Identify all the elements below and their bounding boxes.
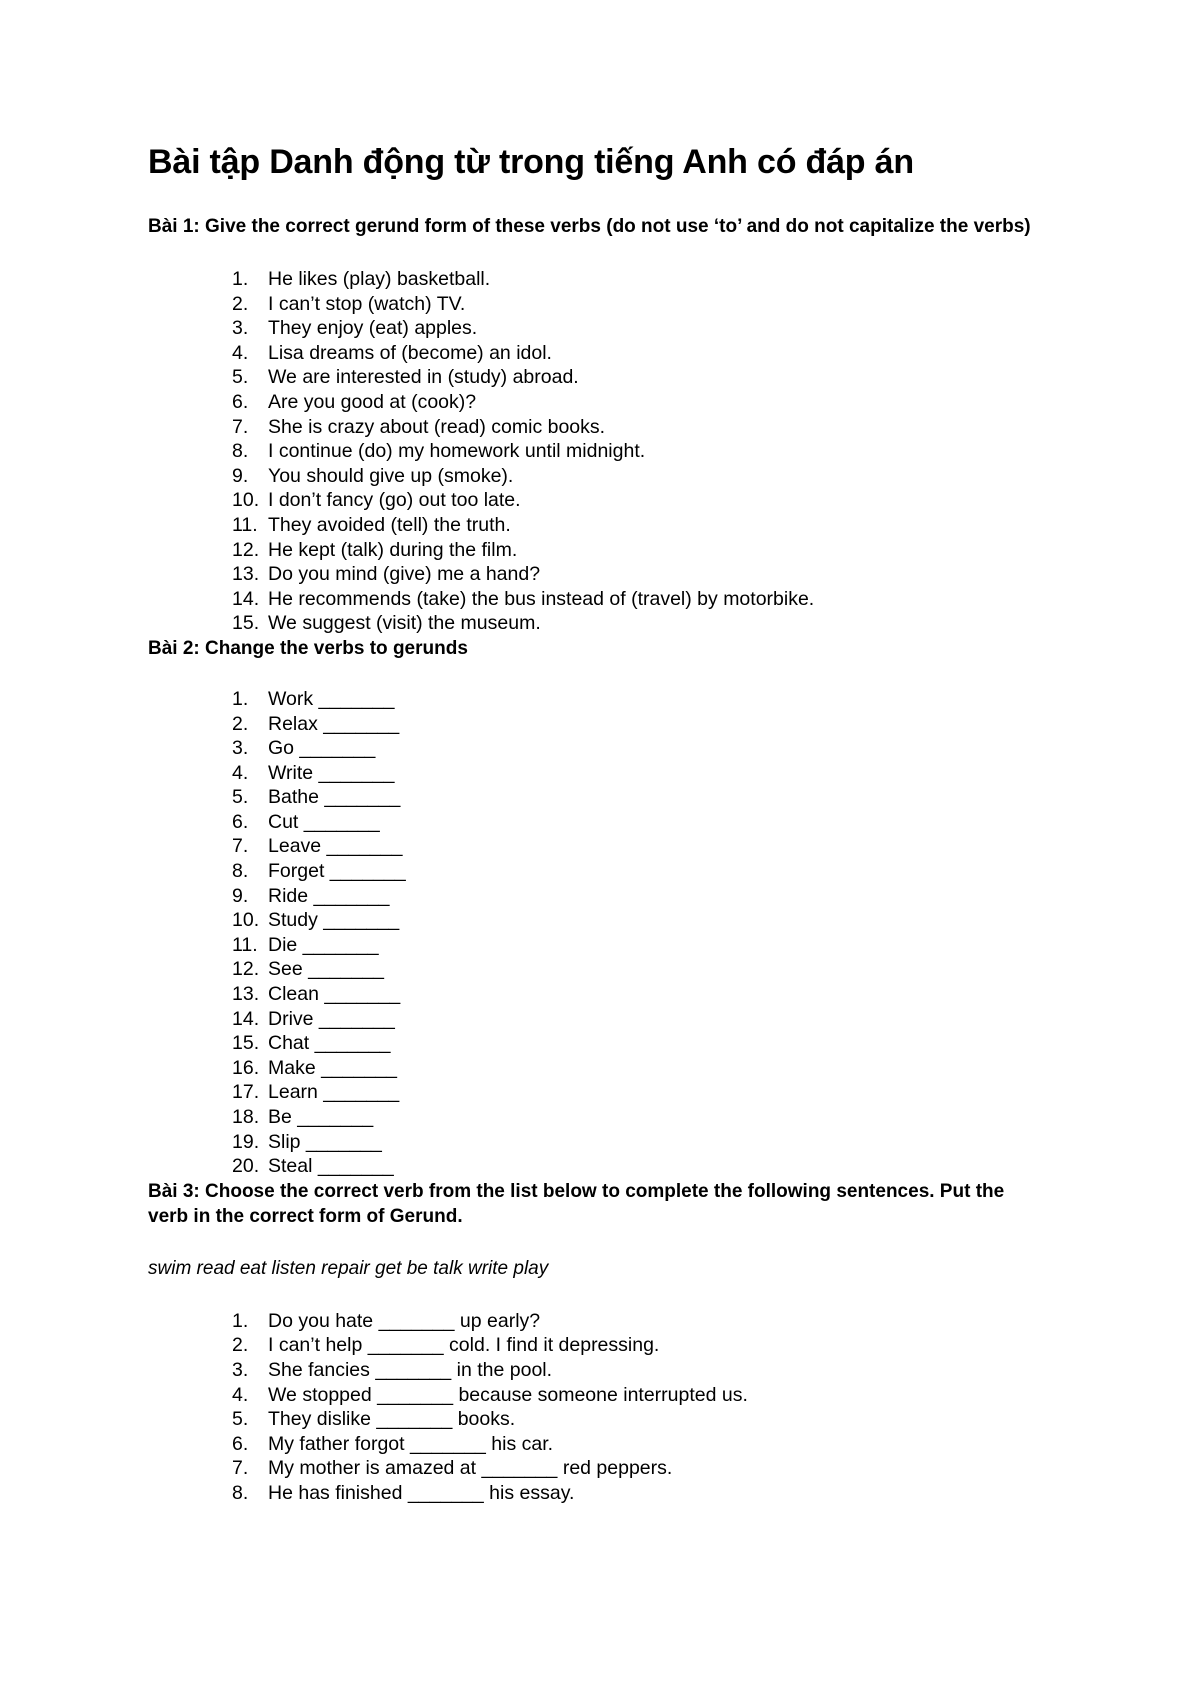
- item-text: Write _______: [268, 761, 395, 784]
- list-item: [148, 982, 1048, 1007]
- item-text: Be _______: [268, 1106, 374, 1128]
- item-number: 18.: [232, 1106, 260, 1128]
- item-number: 4.: [232, 761, 249, 784]
- item-text: Do you mind (give) me a hand?: [268, 563, 541, 586]
- exercise-1-list: [148, 267, 1048, 636]
- item-number: 3.: [232, 1358, 249, 1381]
- item-text: He likes (play) basketball.: [268, 268, 491, 290]
- list-item: [148, 267, 1048, 292]
- item-text: Cut _______: [268, 810, 380, 833]
- list-item: [148, 538, 1048, 563]
- item-text: Learn _______: [268, 1081, 400, 1104]
- list-item: [148, 687, 1048, 712]
- list-item: [148, 810, 1048, 835]
- item-text: Work _______: [268, 687, 395, 710]
- item-number: 14.: [232, 1007, 260, 1030]
- item-text: Go _______: [268, 737, 376, 760]
- list-item: [148, 933, 1048, 958]
- item-text: We suggest (visit) the museum.: [268, 612, 541, 635]
- item-number: 9.: [232, 464, 249, 487]
- item-number: 5.: [232, 1408, 249, 1431]
- item-text: My father forgot _______ his car.: [268, 1432, 554, 1455]
- item-text: I can’t help _______ cold. I find it depressing.: [268, 1334, 660, 1357]
- exercise-3-list: [148, 1309, 1048, 1506]
- list-item: [148, 1105, 1048, 1130]
- item-number: 2.: [232, 1334, 249, 1357]
- list-item: [148, 1383, 1048, 1408]
- list-item: [148, 834, 1048, 859]
- list-item: [148, 1456, 1048, 1481]
- list-item: [148, 1130, 1048, 1155]
- item-text: Do you hate _______ up early?: [268, 1309, 541, 1332]
- list-item: [148, 464, 1048, 489]
- item-text: Slip _______: [268, 1130, 382, 1153]
- list-item: [148, 884, 1048, 909]
- list-item: [148, 1154, 1048, 1179]
- item-number: 7.: [232, 1457, 249, 1480]
- item-number: 10.: [232, 489, 260, 512]
- item-number: 1.: [232, 268, 249, 290]
- item-text: We are interested in (study) abroad.: [268, 366, 579, 389]
- item-number: 2.: [232, 292, 249, 315]
- item-number: 15.: [232, 612, 260, 635]
- list-item: [148, 415, 1048, 440]
- list-item: [148, 488, 1048, 513]
- item-number: 3.: [232, 317, 249, 340]
- list-item: [148, 1031, 1048, 1056]
- list-item: [148, 736, 1048, 761]
- item-number: 10.: [232, 909, 260, 932]
- item-number: 16.: [232, 1056, 260, 1079]
- exercise-2-heading: Bài 2: Change the verbs to gerunds: [148, 637, 468, 659]
- list-item: [148, 908, 1048, 933]
- item-number: 13.: [232, 983, 260, 1006]
- item-text: Relax _______: [268, 712, 400, 735]
- item-text: Steal _______: [268, 1155, 394, 1178]
- item-text: He recommends (take) the bus instead of (travel) by motorbike.: [268, 587, 815, 610]
- list-item: [148, 1432, 1048, 1457]
- item-text: I can’t stop (watch) TV.: [268, 292, 466, 315]
- item-text: Forget _______: [268, 860, 406, 883]
- document-page: [148, 140, 1048, 1506]
- list-item: [148, 513, 1048, 538]
- item-text: He has finished _______ his essay.: [268, 1481, 575, 1504]
- item-number: 12.: [232, 958, 260, 981]
- item-number: 14.: [232, 587, 260, 610]
- list-item: [148, 785, 1048, 810]
- exercise-1-heading: Bài 1: Give the correct gerund form of these verbs (do not use ‘to’ and do not capitalize the verbs): [148, 216, 1031, 237]
- list-item: [148, 390, 1048, 415]
- item-text: Make _______: [268, 1056, 398, 1079]
- item-text: Ride _______: [268, 884, 390, 907]
- list-item: [148, 341, 1048, 366]
- item-text: She fancies _______ in the pool.: [268, 1358, 553, 1381]
- item-text: They enjoy (eat) apples.: [268, 317, 478, 340]
- list-item: [148, 316, 1048, 341]
- item-number: 11.: [232, 933, 258, 956]
- item-number: 5.: [232, 786, 249, 809]
- list-item: [148, 712, 1048, 737]
- item-number: 7.: [232, 415, 249, 438]
- list-item: [148, 562, 1048, 587]
- item-number: 20.: [232, 1155, 260, 1178]
- list-item: [148, 859, 1048, 884]
- item-number: 2.: [232, 712, 249, 735]
- item-text: Clean _______: [268, 983, 401, 1006]
- list-item: [148, 1358, 1048, 1383]
- item-number: 19.: [232, 1130, 260, 1153]
- item-text: They avoided (tell) the truth.: [268, 513, 511, 536]
- item-text: Are you good at (cook)?: [268, 390, 477, 413]
- list-item: [148, 365, 1048, 390]
- item-text: We stopped _______ because someone interrupted us.: [268, 1383, 748, 1406]
- item-number: 11.: [232, 513, 258, 536]
- item-number: 4.: [232, 341, 249, 364]
- item-number: 8.: [232, 860, 249, 883]
- item-text: Chat _______: [268, 1032, 391, 1055]
- verb-word-list: swim read eat listen repair get be talk write play: [148, 1257, 549, 1279]
- item-number: 8.: [232, 440, 249, 463]
- item-number: 6.: [232, 1432, 249, 1455]
- item-text: Leave _______: [268, 835, 403, 858]
- item-text: You should give up (smoke).: [268, 464, 514, 487]
- list-item: [148, 1333, 1048, 1358]
- list-item: [148, 1309, 1048, 1334]
- item-text: He kept (talk) during the film.: [268, 538, 518, 561]
- item-number: 8.: [232, 1481, 249, 1504]
- item-text: Drive _______: [268, 1007, 395, 1030]
- list-item: [148, 761, 1048, 786]
- item-number: 7.: [232, 835, 249, 858]
- item-text: Study _______: [268, 909, 400, 932]
- exercise-2-list: [148, 687, 1048, 1179]
- list-item: [148, 1481, 1048, 1506]
- page-title: Bài tập Danh động từ trong tiếng Anh có đáp án: [148, 143, 914, 181]
- item-number: 15.: [232, 1032, 260, 1055]
- item-text: See _______: [268, 958, 385, 981]
- list-item: [148, 1007, 1048, 1032]
- list-item: [148, 439, 1048, 464]
- item-number: 13.: [232, 563, 260, 586]
- item-text: Lisa dreams of (become) an idol.: [268, 341, 552, 364]
- item-number: 1.: [232, 687, 249, 710]
- item-text: My mother is amazed at _______ red peppers.: [268, 1457, 673, 1480]
- item-text: I continue (do) my homework until midnight.: [268, 440, 646, 463]
- item-number: 3.: [232, 737, 249, 760]
- list-item: [148, 1056, 1048, 1081]
- item-number: 1.: [232, 1309, 249, 1332]
- item-number: 9.: [232, 884, 249, 907]
- item-text: Die _______: [268, 933, 379, 956]
- item-number: 6.: [232, 390, 249, 413]
- list-item: [148, 957, 1048, 982]
- item-number: 12.: [232, 538, 260, 561]
- exercise-3-heading: Bài 3: Choose the correct verb from the list below to complete the following sentences. Put the verb in the correct form of Gerund.: [148, 1180, 1005, 1227]
- item-text: They dislike _______ books.: [268, 1408, 516, 1431]
- item-text: She is crazy about (read) comic books.: [268, 415, 606, 438]
- item-number: 4.: [232, 1383, 249, 1406]
- list-item: [148, 1407, 1048, 1432]
- item-number: 5.: [232, 366, 249, 389]
- list-item: [148, 1080, 1048, 1105]
- list-item: [148, 587, 1048, 612]
- list-item: [148, 292, 1048, 317]
- list-item: [148, 611, 1048, 636]
- item-text: I don’t fancy (go) out too late.: [268, 489, 521, 512]
- item-number: 17.: [232, 1081, 260, 1104]
- item-number: 6.: [232, 810, 249, 833]
- item-text: Bathe _______: [268, 786, 401, 809]
